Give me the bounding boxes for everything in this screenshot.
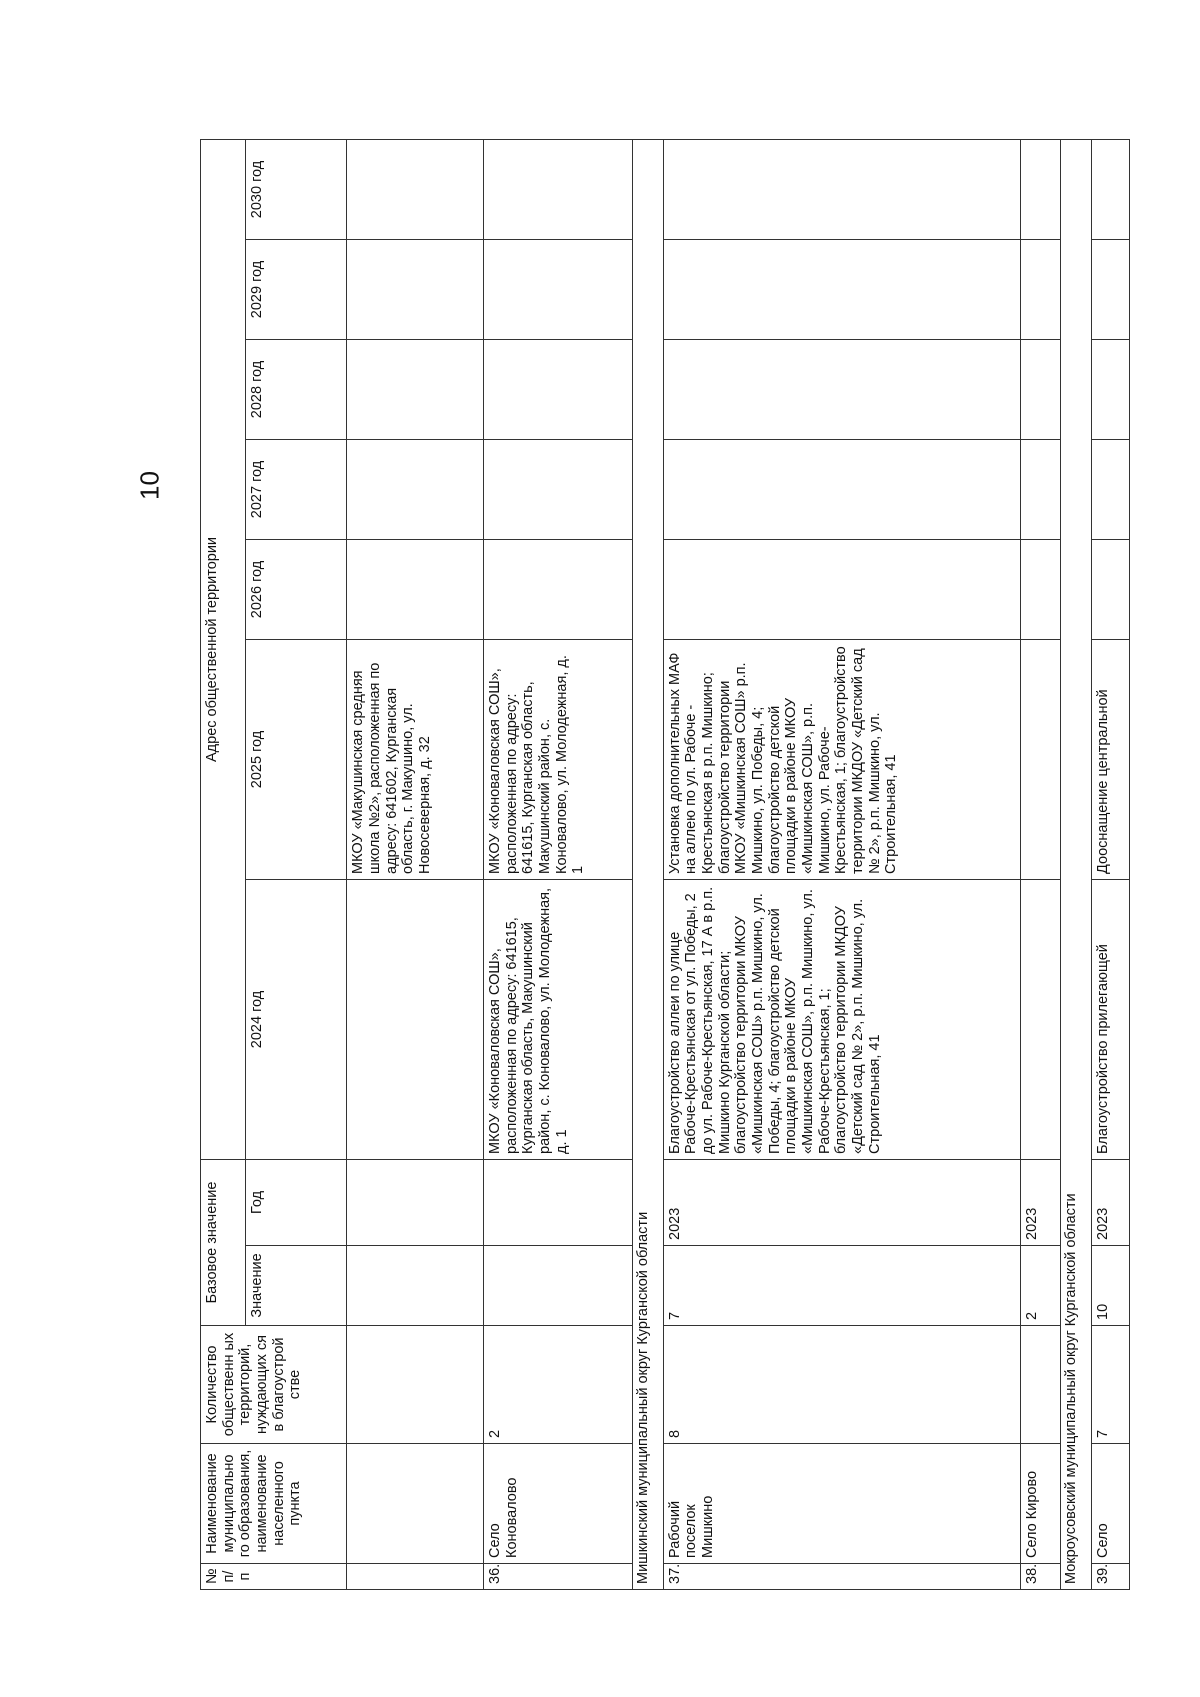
section-mokrousovo: Мокроусовский муниципальный округ Курганской области: [1060, 139, 1091, 1589]
cell-2024: Благоустройство аллеи по улице Рабоче-Крестьянская от ул. Победы, 2 до ул. Рабоче-Крестьянская, 17 А в р.п. Мишкино Курганской области; благоустройство территории МКОУ «Мишкинская СОШ» р.п. Мишкино, ул. Победы, 4; благоустройство детской площадки в районе МКОУ «Мишкинская СОШ», р.п. Мишкино, ул. Рабоче-Крестьянская, 1; благоустройство территории МКДОУ «Детский сад № 2», р.п. Мишкино, ул. Строительная, 41: [663, 879, 1020, 1159]
header-address: Адрес общественной территории: [201, 139, 246, 1159]
header-year-2026: 2026 год: [246, 539, 347, 639]
table-row: [347, 139, 484, 1589]
cell-name: Рабочий поселок Мишкино: [663, 1444, 1020, 1564]
cell-year: 2023: [1020, 1159, 1060, 1245]
header-base: Базовое значение: [201, 1159, 246, 1325]
cell-value: 10: [1091, 1246, 1129, 1326]
cell-count: 2: [484, 1326, 633, 1444]
territories-table: [200, 139, 1130, 1590]
cell-count: 8: [663, 1326, 1020, 1444]
cell-count: 7: [1091, 1326, 1129, 1444]
header-name: Наименование муниципально го образования, наименование населенного пункта: [201, 1444, 347, 1564]
section-mishkino: Мишкинский муниципальный округ Курганской области: [632, 139, 663, 1589]
cell-num: 36.: [484, 1564, 633, 1590]
table-container: [200, 140, 1130, 1590]
header-count: Количество общественн ых территорий, нуждающих ся в благоустрой стве: [201, 1326, 347, 1444]
cell-name: Село: [1091, 1444, 1129, 1564]
cell-year: 2023: [1091, 1159, 1129, 1245]
table-row: [663, 139, 1020, 1589]
page-number: 10: [134, 471, 165, 500]
header-year-2029: 2029 год: [246, 239, 347, 339]
cell-value: 7: [663, 1246, 1020, 1326]
cell-value: 2: [1020, 1246, 1060, 1326]
cell-name: Село Кирово: [1020, 1444, 1060, 1564]
cell-2025: Дооснащение центральной: [1091, 639, 1129, 879]
header-year-2024: 2024 год: [246, 879, 347, 1159]
header-year-2027: 2027 год: [246, 439, 347, 539]
cell-year: 2023: [663, 1159, 1020, 1245]
cell-num: 38.: [1020, 1564, 1060, 1590]
cell-num: 39.: [1091, 1564, 1129, 1590]
section-row: [632, 139, 663, 1589]
header-year-2028: 2028 год: [246, 339, 347, 439]
cell-2025: МКОУ «Макушинская средняя школа №2», расположенная по адресу: 641602, Курганская область, г. Макушино, ул. Новосеверная, д. 32: [347, 639, 484, 879]
cell-num: 37.: [663, 1564, 1020, 1590]
cell-2025: МКОУ «Коноваловская СОШ», расположенная по адресу: 641615, Курганская область, Макушинский район, с. Коновалово, ул. Молодежная, д. 1: [484, 639, 633, 879]
cell-2025: Установка дополнительных МАФ на аллею по ул. Рабоче - Крестьянская в р.п. Мишкино; благоустройство территории МКОУ «Мишкинская СОШ» р.п. Мишкино, ул. Победы, 4; благоустройство детской площадки в районе МКОУ «Мишкинская СОШ», р.п. Мишкино, ул. Рабоче-Крестьянская, 1; благоустройство территории МКДОУ «Детский сад № 2», р.п. Мишкино, ул. Строительная, 41: [663, 639, 1020, 879]
header-base-value: Значение: [246, 1246, 347, 1326]
table-row: [484, 139, 633, 1589]
cell-2024: МКОУ «Коноваловская СОШ», расположенная по адресу: 641615, Курганская область, Макушинский район, с. Коновалово, ул. Молодежная, д. 1: [484, 879, 633, 1159]
header-year-2025: 2025 год: [246, 639, 347, 879]
header-base-year: Год: [246, 1159, 347, 1245]
section-row: [1060, 139, 1091, 1589]
cell-name: Село Коновалово: [484, 1444, 633, 1564]
header-num: № п/п: [201, 1564, 347, 1590]
table-row: [1020, 139, 1060, 1589]
cell-2024: Благоустройство прилегающей: [1091, 879, 1129, 1159]
table-row: [1091, 139, 1129, 1589]
header-year-2030: 2030 год: [246, 139, 347, 239]
